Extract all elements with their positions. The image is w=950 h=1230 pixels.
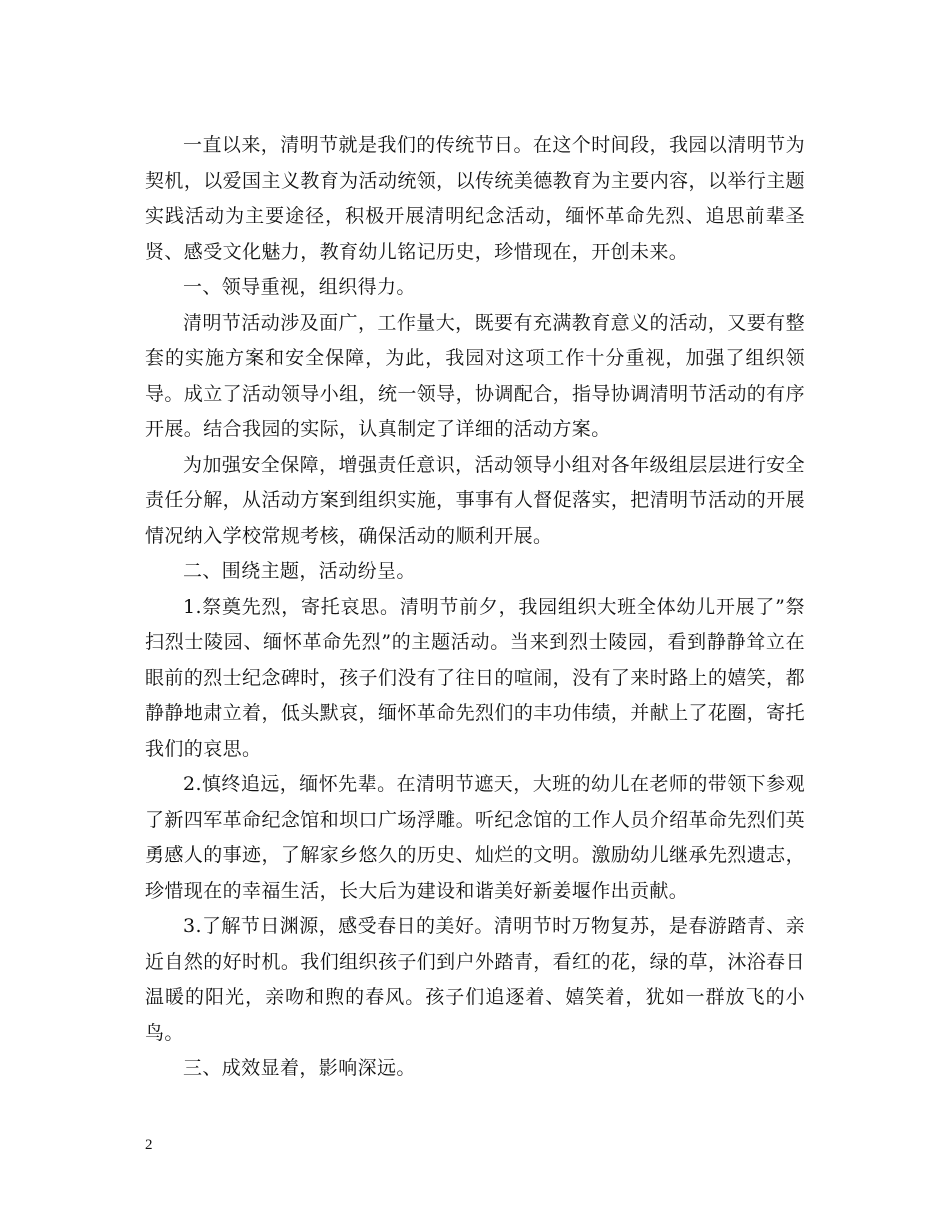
section-2-item-1: 1.祭奠先烈，寄托哀思。清明节前夕，我园组织大班全体幼儿开展了”祭扫烈士陵园、缅怀革命先烈”的主题活动。当来到烈士陵园，看到静静耸立在眼前的烈士纪念碑时，孩子们没有了往日的喧闹，没有了来时路上的嬉笑，都静静地肃立着，低头默哀，缅怀革命先烈们的丰功伟绩，并献上了花圈，寄托我们的哀思。 [145,595,805,760]
intro-paragraph: 一直以来，清明节就是我们的传统节日。在这个时间段，我园以清明节为契机，以爱国主义教育为活动统领，以传统美德教育为主要内容，以举行主题实践活动为主要途径，积极开展清明纪念活动，缅怀革命先烈、追思前辈圣贤、感受文化魅力，教育幼儿铭记历史，珍惜现在，开创未来。 [145,134,805,263]
section-heading-1: 一、领导重视，组织得力。 [183,276,416,298]
section-heading-2: 二、围绕主题，活动纷呈。 [183,560,416,582]
section-2-item-2: 2.慎终追远，缅怀先辈。在清明节遮天，大班的幼儿在老师的带领下参观了新四军革命纪念馆和坝口广场浮雕。听纪念馆的工作人员介绍革命先烈们英勇感人的事迹，了解家乡悠久的历史、灿烂的文明。激励幼儿继承先烈遗志，珍惜现在的幸福生活，长大后为建设和谐美好新姜堰作出贡献。 [145,773,805,902]
section-heading-3: 三、成效显着，影响深远。 [183,1057,416,1079]
section-1-paragraph-1: 清明节活动涉及面广，工作量大，既要有充满教育意义的活动，又要有整套的实施方案和安全保障，为此，我园对这项工作十分重视，加强了组织领导。成立了活动领导小组，统一领导，协调配合，指导协调清明节活动的有序开展。结合我园的实际，认真制定了详细的活动方案。 [145,311,805,440]
section-2-item-3: 3.了解节日渊源，感受春日的美好。清明节时万物复苏，是春游踏青、亲近自然的好时机。我们组织孩子们到户外踏青，看红的花，绿的草，沐浴春日温暖的阳光，亲吻和煦的春风。孩子们追逐着、嬉笑着，犹如一群放飞的小鸟。 [145,915,805,1044]
page-number: 2 [145,1137,153,1153]
section-1-paragraph-2: 为加强安全保障，增强责任意识，活动领导小组对各年级组层层进行安全责任分解，从活动方案到组织实施，事事有人督促落实，把清明节活动的开展情况纳入学校常规考核，确保活动的顺利开展。 [145,453,805,547]
body-text [145,128,805,1087]
